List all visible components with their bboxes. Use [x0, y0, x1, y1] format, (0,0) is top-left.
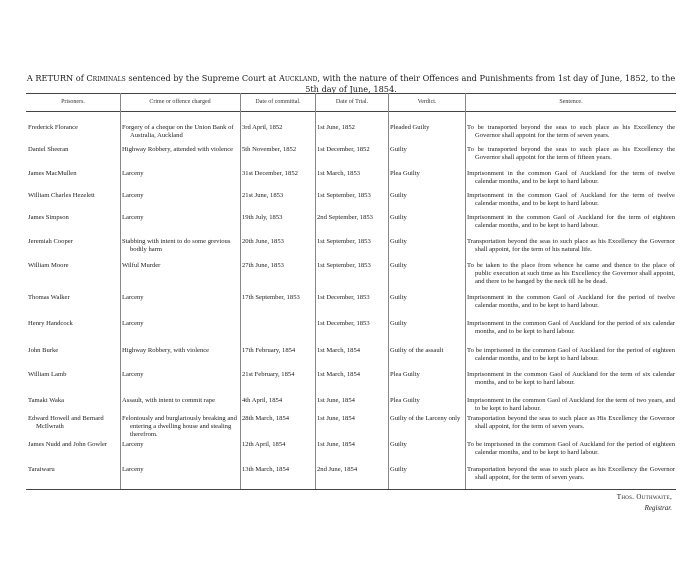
date-of-committal: 21st June, 1853 [242, 192, 284, 199]
date-of-trial: 1st December, 1853 [317, 294, 370, 301]
verdict: Guilty [390, 192, 407, 199]
sentence: Imprisonment in the common Gaol of Auckland for the term of twelve calendar months, and to be kept to hard labour. [467, 170, 675, 186]
crime-charged: Larceny [122, 294, 144, 301]
date-of-committal: 12th April, 1854 [242, 441, 286, 448]
date-of-trial: 1st March, 1854 [317, 371, 361, 378]
sentence: To be transported beyond the seas to such place as his Excellency the Governor shall appoint for the term of seven years. [467, 124, 675, 140]
crime-charged: Feloniously and burglariously breaking and entering a dwelling house and stealing therefrom. [122, 415, 237, 439]
crime-charged: Wilful Murder [122, 262, 161, 269]
prisoner-name: William Charles Hezelett [28, 192, 95, 199]
prisoner-name: James Nudd and John Gowler [28, 441, 108, 448]
column-divider [465, 93, 466, 489]
table-top-rule [26, 93, 676, 94]
date-of-committal: 31st December, 1852 [242, 170, 298, 177]
crime-charged: Larceny [122, 170, 144, 177]
date-of-committal: 5th November, 1852 [242, 146, 297, 153]
prisoner-name: James MacMullen [28, 170, 77, 177]
date-of-trial: 2nd September, 1853 [317, 214, 373, 221]
sentence: To be imprisoned in the common Gaol of Auckland for the period of eighteen calendar months, and to be kept to hard labour. [467, 441, 675, 457]
date-of-committal: 3rd April, 1852 [242, 124, 283, 131]
table-bottom-rule [26, 489, 676, 490]
header-committal: Date of committal. [255, 99, 301, 105]
verdict: Guilty [390, 262, 407, 269]
verdict: Guilty [390, 466, 407, 473]
date-of-committal: 19th July, 1853 [242, 214, 283, 221]
date-of-committal: 21st February, 1854 [242, 371, 295, 378]
verdict: Guilty [390, 238, 407, 245]
prisoner-name: Taraiwaru [28, 466, 55, 473]
crime-charged: Larceny [122, 466, 144, 473]
prisoner-name: Thomas Walker [28, 294, 70, 301]
sentence: Transportation beyond the seas to such place as his Excellency the Governor shall appoint, for the term of seven years. [467, 466, 675, 482]
crime-charged: Highway Robbery, attended with violence [122, 146, 234, 153]
verdict: Guilty [390, 294, 407, 301]
crime-charged: Assault, with intent to commit rape [122, 397, 216, 404]
date-of-trial: 1st March, 1854 [317, 347, 361, 354]
verdict: Guilty of the assault [390, 347, 444, 354]
prisoner-name: Edward Howell and Bernard McIlwrath [28, 415, 104, 431]
verdict: Guilty of the Larceny only [390, 415, 461, 422]
verdict: Guilty [390, 441, 407, 448]
date-of-trial: 1st September, 1853 [317, 262, 371, 269]
date-of-committal: 28th March, 1854 [242, 415, 290, 422]
crime-charged: Larceny [122, 214, 144, 221]
verdict: Guilty [390, 214, 407, 221]
prisoner-name: Frederick Florance [28, 124, 78, 131]
prisoner-name: Henry Handcock [28, 320, 73, 327]
sentence: Transportation beyond the seas to such place as His Excellency the Governor shall appoint, for the term of seven years. [467, 415, 675, 431]
date-of-committal: 17th September, 1853 [242, 294, 300, 301]
date-of-trial: 2nd June, 1854 [317, 466, 358, 473]
verdict: Plea Guilty [390, 170, 420, 177]
registrar-name: Thos. Outhwaite, [616, 493, 672, 501]
crime-charged: Larceny [122, 192, 144, 199]
date-of-committal: 13th March, 1854 [242, 466, 290, 473]
table-header-rule [26, 111, 676, 112]
date-of-trial: 1st June, 1854 [317, 441, 355, 448]
header-verdict: Verdict. [417, 99, 437, 105]
date-of-committal: 20th June, 1853 [242, 238, 284, 245]
verdict: Plea Guilty [390, 397, 420, 404]
date-of-trial: 1st June, 1854 [317, 397, 355, 404]
verdict: Pleaded Guilty [390, 124, 430, 131]
crime-charged: Larceny [122, 441, 144, 448]
registrar-title: Registrar. [644, 504, 672, 512]
sentence: To be transported beyond the seas to such place as his Excellency the Governor shall appoint for the term of fifteen years. [467, 146, 675, 162]
sentence: Imprisonment in the common Gaol of Auckland for the term of two years, and to be kept to hard labour. [467, 397, 675, 413]
prisoner-name: John Burke [28, 347, 59, 354]
date-of-committal: 27th June, 1853 [242, 262, 284, 269]
crime-charged: Forgery of a cheque on the Union Bank of Australia, Auckland [122, 124, 234, 140]
column-divider [240, 93, 241, 489]
header-prisoners: Prisoners. [61, 99, 85, 105]
crime-charged: Stabbing with intent to do some grevious bodily harm [122, 238, 231, 254]
prisoner-name: Tamaki Waka [28, 397, 65, 404]
date-of-trial: 1st September, 1853 [317, 192, 371, 199]
sentence: Imprisonment in the common Gaol of Auckland for the period of six calendar months, and to be kept to hard labour. [467, 320, 675, 336]
header-trial: Date of Trial. [335, 99, 369, 105]
document-title: A RETURN of Criminals sentenced by the Supreme Court at Auckland, with the nature of their Offences and Punishments from 1st day of June, 1852, to the 5th day of June, 1854. [26, 73, 676, 94]
date-of-trial: 1st December, 1852 [317, 146, 370, 153]
date-of-trial: 1st June, 1852 [317, 124, 355, 131]
crime-charged: Larceny [122, 371, 144, 378]
date-of-trial: 1st June, 1854 [317, 415, 355, 422]
sentence: Imprisonment in the common Gaol of Auckland for the term of twelve calendar months, and to be kept to hard labour. [467, 192, 675, 208]
header-crime: Crime or offence charged [149, 99, 211, 105]
date-of-committal: 17th February, 1854 [242, 347, 296, 354]
prisoner-name: William Lamb [28, 371, 67, 378]
prisoner-name: Jeremiah Cooper [28, 238, 73, 245]
crime-charged: Larceny [122, 320, 144, 327]
date-of-trial: 1st September, 1853 [317, 238, 371, 245]
prisoner-name: Daniel Sheeran [28, 146, 69, 153]
sentence: To be taken to the place from whence he came and thence to the place of public execution at such time as his Excellency the Governor shall appoint, and there to be hanged by the neck till he be dead. [467, 262, 675, 286]
date-of-trial: 1st March, 1853 [317, 170, 361, 177]
date-of-committal: 4th April, 1854 [242, 397, 283, 404]
column-divider [120, 93, 121, 489]
sentence: Imprisonment in the common Gaol of Auckland for the term of eighteen calendar months, and to be kept to hard labour. [467, 214, 675, 230]
date-of-trial: 1st December, 1853 [317, 320, 370, 327]
column-divider [315, 93, 316, 489]
verdict: Plea Guilty [390, 371, 420, 378]
sentence: Imprisonment in the common Gaol of Auckland for the period of twelve calendar months, and to be kept to hard labour. [467, 294, 675, 310]
verdict: Guilty [390, 320, 407, 327]
crime-charged: Highway Robbery, with violence [122, 347, 210, 354]
prisoner-name: James Simpson [28, 214, 69, 221]
prisoner-name: William Moore [28, 262, 69, 269]
sentence: To be imprisoned in the common Gaol of Auckland for the period of eighteen calendar months, and to be kept to hard labour. [467, 347, 675, 363]
sentence: Imprisonment in the common Gaol of Auckland for the term of six calendar months, and to be kept to hard labour. [467, 371, 675, 387]
header-sentence: Sentence. [559, 99, 583, 105]
sentence: Transportation beyond the seas to such place as his Excellency the Governor shall appoint, for the term of his natural life. [467, 238, 675, 254]
verdict: Guilty [390, 146, 407, 153]
column-divider [388, 93, 389, 489]
